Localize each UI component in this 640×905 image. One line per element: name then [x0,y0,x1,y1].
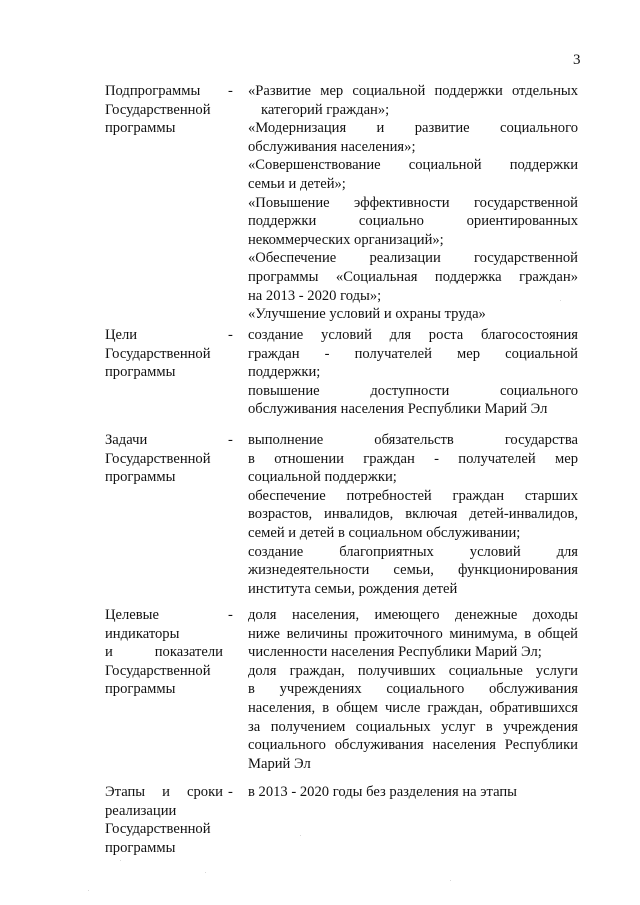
content-line: поддержки социально ориентированных [248,213,578,230]
content-line: граждан - получателей мер социальной [248,345,578,362]
content-line: «Развитие мер социальной поддержки отдельных [248,83,578,99]
content-line: «Обеспечение реализации государственной [248,250,578,267]
content-line: в учреждениях социального обслуживания [248,681,578,698]
label-line: и показатели [105,644,223,661]
content-line: создание условий для роста благосостояния [248,327,578,343]
scan-speck [300,835,301,836]
scan-speck [205,872,206,873]
section-content [248,606,578,773]
section-content [248,82,578,324]
label-line: Подпрограммы [105,83,201,99]
content-line: численности населения Республики Марий Эл; [248,644,542,661]
content-line: за получением социальных услуг в учреждения [248,718,578,735]
section-label [105,606,223,699]
content-line: повышение доступности социального [248,382,578,399]
label-line: Государственной [105,662,211,679]
label-line: Задачи [105,432,148,448]
scan-speck [560,300,561,301]
section-content [248,431,578,598]
content-line: возрастов, инвалидов, включая детей-инвалидов, [248,506,578,523]
separator-dash: - [228,327,233,343]
content-line: в 2013 - 2020 годы без разделения на этапы [248,784,517,800]
label-line: Государственной [105,821,211,838]
content-line: обеспечение потребностей граждан старших [248,487,578,504]
scan-speck [450,880,451,881]
content-line: в отношении граждан - получателей мер [248,450,578,467]
separator-dash: - [228,432,233,448]
content-line: создание благоприятных условий для [248,543,578,560]
content-line: ниже величины прожиточного минимума, в общей [248,625,578,642]
section-content [248,326,578,419]
label-line: программы [105,839,176,856]
content-line: обслуживания населения Республики Марий Эл [248,401,548,418]
section-label [105,326,223,382]
content-line: поддержки; [248,364,321,381]
label-line: программы [105,681,176,698]
content-line: института семьи, рождения детей [248,580,458,597]
content-line: жизнедеятельности семьи, функционирования [248,562,578,579]
content-line: населения, в общем числе граждан, обратившихся [248,699,578,716]
content-line: на 2013 - 2020 годы»; [248,287,382,304]
content-line: Марий Эл [248,755,311,772]
label-line: Этапы и сроки [105,784,223,800]
content-line: «Совершенствование социальной поддержки [248,157,578,174]
separator-dash: - [228,83,233,99]
content-line: «Модернизация и развитие социального [248,120,578,137]
content-line: семей и детей в социальном обслуживании; [248,524,521,541]
content-line: «Улучшение условий и охраны труда» [248,306,486,323]
page-number: 3 [573,52,581,68]
content-line: обслуживания населения»; [248,138,416,155]
content-line: категорий граждан»; [261,101,390,118]
content-line: доля населения, имеющего денежные доходы [248,607,578,623]
content-line: программы «Социальная поддержка граждан» [248,268,578,285]
label-line: реализации [105,802,177,819]
section-label [105,82,223,138]
label-line: Цели [105,327,138,343]
label-line: Государственной [105,101,211,118]
content-line: социального обслуживания населения Республики [248,737,578,754]
content-line: доля граждан, получивших социальные услуги [248,662,578,679]
content-line: выполнение обязательств государства [248,432,578,448]
scan-speck [88,890,89,891]
label-line: Государственной [105,345,211,362]
label-line: индикаторы [105,625,180,642]
content-line: социальной поддержки; [248,469,397,486]
separator-dash: - [228,784,233,800]
separator-dash: - [228,607,233,623]
section-label [105,431,223,487]
scan-speck [120,860,121,861]
content-line: некоммерческих организаций»; [248,231,444,248]
label-line: программы [105,469,176,486]
section-label [105,783,223,857]
content-line: семьи и детей»; [248,175,346,192]
section-content [248,783,578,802]
label-line: программы [105,364,176,381]
label-line: программы [105,120,176,137]
label-line: Государственной [105,450,211,467]
content-line: «Повышение эффективности государственной [248,194,578,211]
label-line: Целевые [105,607,159,623]
